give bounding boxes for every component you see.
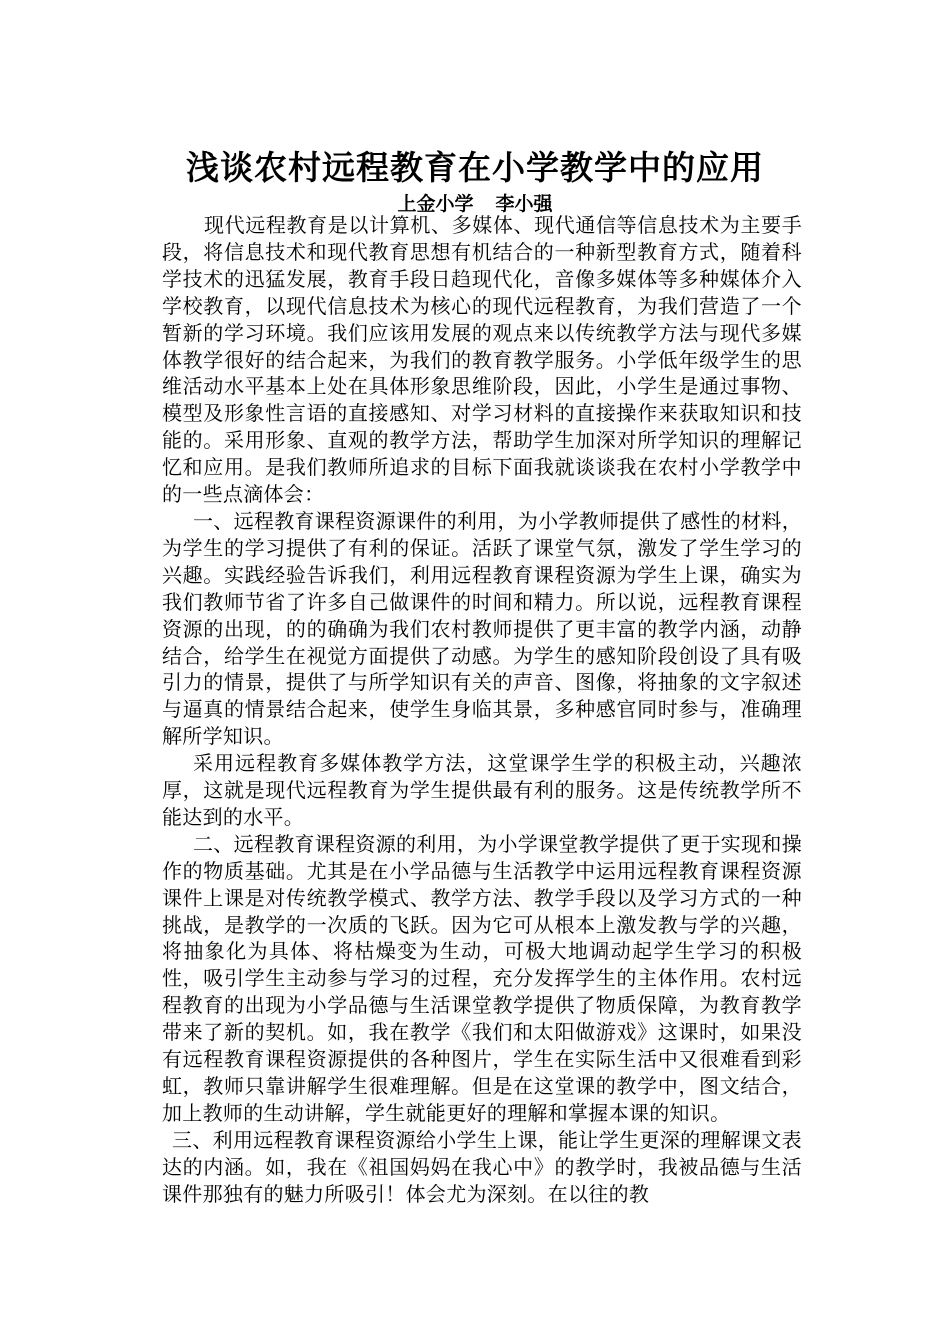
- paragraph-section-3: 三、利用远程教育课程资源给小学生上课，能让学生更深的理解课文表达的内涵。如，我在《祖国妈妈在我心中》的教学时，我被品德与生活课件那独有的魅力所吸引！体会尤为深刻。在以往的教: [162, 1127, 802, 1206]
- document-body: [162, 212, 802, 1208]
- paragraph-section-2: 二、远程教育课程资源的利用，为小学课堂教学提供了更于实现和操作的物质基础。尤其是在小学品德与生活教学中运用远程教育课程资源课件上课是对传统教学模式、教学方法、教学手段以及学习方式的一种挑战，是教学的一次质的飞跃。因为它可从根本上激发教与学的兴趣，将抽象化为具体、将枯燥变为生动，可极大地调动起学生学习的积极性，吸引学生主动参与学习的过程，充分发挥学生的主体作用。农村远程教育的出现为小学品德与生活课堂教学提供了物质保障，为教育教学带来了新的契机。如，我在教学《我们和太阳做游戏》这课时，如果没有远程教育课程资源提供的各种图片，学生在实际生活中又很难看到彩虹，教师只靠讲解学生很难理解。但是在这堂课的教学中，图文结合，加上教师的生动讲解，学生就能更好的理解和掌握本课的知识。: [162, 831, 802, 1125]
- author-school: 上金小学: [397, 193, 474, 215]
- paragraph-intro: 现代远程教育是以计算机、多媒体、现代通信等信息技术为主要手段，将信息技术和现代教育思想有机结合的一种新型教育方式，随着科学技术的迅猛发展，教育手段日趋现代化，音像多媒体等多种媒体介入学校教育，以现代信息技术为核心的现代远程教育，为我们营造了一个暂新的学习环境。我们应该用发展的观点来以传统教学方法与现代多媒体教学很好的结合起来，为我们的教育教学服务。小学低年级学生的思维活动水平基本上处在具体形象思维阶段，因此，小学生是通过事物、模型及形象性言语的直接感知、对学习材料的直接操作来获取知识和技能的。采用形象、直观的教学方法，帮助学生加深对所学知识的理解记忆和应用。是我们教师所追求的目标下面我就谈谈我在农村小学教学中的一些点滴体会：: [162, 213, 802, 507]
- author-name: 李小强: [495, 193, 553, 215]
- document-title: 浅谈农村远程教育在小学教学中的应用: [186, 148, 764, 187]
- paragraph-section-1: 一、远程教育课程资源课件的利用，为小学教师提供了感性的材料，为学生的学习提供了有利的保证。活跃了课堂气氛，激发了学生学习的兴趣。实践经验告诉我们，利用远程教育课程资源为学生上课，确实为我们教师节省了许多自己做课件的时间和精力。所以说，远程教育课程资源的出现，的的确确为我们农村教师提供了更丰富的教学内涵，动静结合，给学生在视觉方面提供了动感。为学生的感知阶段创设了具有吸引力的情景，提供了与所学知识有关的声音、图像，将抽象的文字叙述与逼真的情景结合起来，使学生身临其景，多种感官同时参与，准确理解所学知识。: [162, 508, 802, 749]
- paragraph-section-1-note: 采用远程教育多媒体教学方法，这堂课学生学的积极主动，兴趣浓厚，这就是现代远程教育为学生提供最有利的服务。这是传统教学所不能达到的水平。: [162, 751, 802, 829]
